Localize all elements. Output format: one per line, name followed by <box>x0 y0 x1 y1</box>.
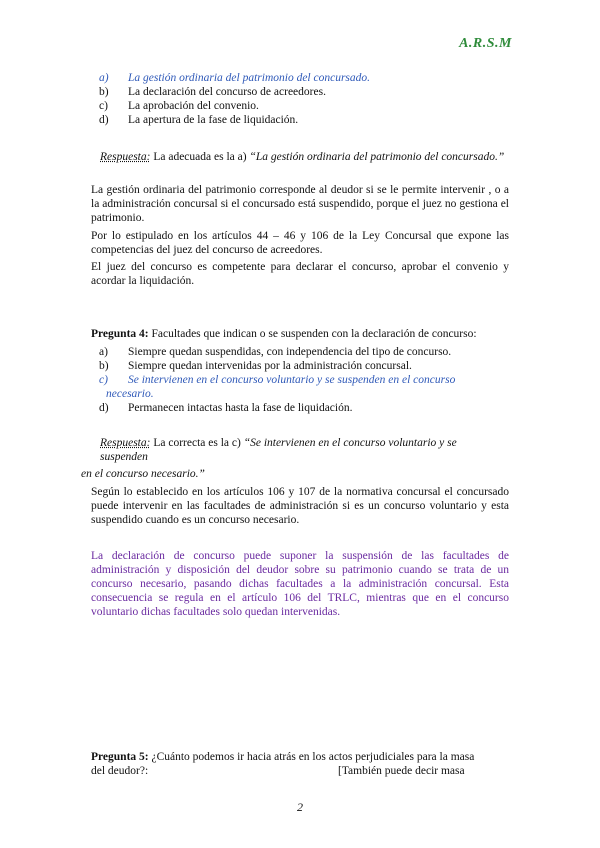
answer-label: Respuesta: <box>100 151 151 163</box>
answer-intro: La adecuada es la a) <box>150 151 250 163</box>
option-text: La gestión ordinaria del patrimonio del concursado. <box>128 72 371 84</box>
answer-label: Respuesta: <box>100 437 151 449</box>
option-key: b) <box>99 86 109 98</box>
option-key: a) <box>99 72 109 84</box>
option-text: La declaración del concurso de acreedores. <box>128 86 326 98</box>
option-text: necesario. <box>106 388 154 400</box>
q4-option-c-cont <box>106 387 154 401</box>
q4-question <box>91 327 509 341</box>
q4-note: La declaración de concurso puede suponer la suspensión de las facultades de administración y disposición del deudor sobre su patrimonio cuando se trata de un concurso necesario, pasando dichas facultades a la administración concursal. Esta consecuencia se regula en el artículo 106 del TRLC, mientras que en el concurso voluntario dichas facultades solo quedan intervenidas. <box>91 550 509 618</box>
q3-paragraph-1: La gestión ordinaria del patrimonio corresponde al deudor si se le permite intervenir , o a la administración concursal si el concursado está suspendido, porque el juez no gestiona el patrimonio. <box>91 184 509 224</box>
question-text: Facultades que indican o se suspenden con la declaración de concurso: <box>148 328 477 340</box>
question-label: Pregunta 4: <box>91 328 149 340</box>
option-key: b) <box>99 360 109 372</box>
page-number: 2 <box>297 800 303 814</box>
q4-answer-quote-3: en el concurso necesario.” <box>81 468 205 480</box>
q3-paragraph-2: Por lo estipulado en los artículos 44 – 46 y 106 de la Ley Concursal que expone las competencias del juez del concurso de acreedores. <box>91 230 509 256</box>
q5-question-line-2-right: [También puede decir masa <box>338 765 465 777</box>
option-key: d) <box>99 402 109 414</box>
q3-option-b <box>99 85 326 99</box>
option-text: Permanecen intactas hasta la fase de liquidación. <box>128 402 353 414</box>
option-text: La apertura de la fase de liquidación. <box>128 114 299 126</box>
answer-intro: La correcta es la c) <box>150 437 244 449</box>
q3-paragraph-3: El juez del concurso es competente para declarar el concurso, aprobar el convenio y acordar la liquidación. <box>91 261 509 287</box>
q3-option-a <box>99 71 370 85</box>
option-key: a) <box>99 346 108 358</box>
q4-paragraph: Según lo establecido en los artículos 106 y 107 de la normativa concursal el concursado puede intervenir en las facultades de administración si es un concurso voluntario y esta suspendido cuando es un concurso necesario. <box>91 486 509 526</box>
option-key: d) <box>99 114 109 126</box>
option-text: Siempre quedan intervenidas por la administración concursal. <box>128 360 412 372</box>
option-text: La aprobación del convenio. <box>128 100 259 112</box>
header-initials: A.R.S.M <box>459 36 512 51</box>
q5-question-line-1 <box>91 750 509 764</box>
q5-question-line-2: del deudor?: <box>91 765 149 777</box>
q4-option-a <box>99 345 451 359</box>
answer-quote-1: “Se intervienen en el concurso voluntario y se <box>243 437 457 449</box>
q3-answer <box>100 150 513 164</box>
question-label: Pregunta 5: <box>91 751 149 763</box>
option-text: Siempre quedan suspendidas, con independencia del tipo de concurso. <box>128 346 452 358</box>
option-text: Se intervienen en el concurso voluntario y se suspenden en el concurso <box>128 374 456 386</box>
q4-option-c <box>99 373 455 387</box>
q3-option-c <box>99 99 259 113</box>
option-key: c) <box>99 374 108 386</box>
q4-option-b <box>99 359 412 373</box>
q3-option-d <box>99 113 298 127</box>
q4-option-d <box>99 401 352 415</box>
option-key: c) <box>99 100 108 112</box>
question-text: ¿Cuánto podemos ir hacia atrás en los actos perjudiciales para la masa <box>148 751 475 763</box>
q4-answer <box>100 436 513 450</box>
answer-quote: “La gestión ordinaria del patrimonio del concursado.” <box>249 151 505 163</box>
q4-answer-quote-2: suspenden <box>100 451 148 463</box>
